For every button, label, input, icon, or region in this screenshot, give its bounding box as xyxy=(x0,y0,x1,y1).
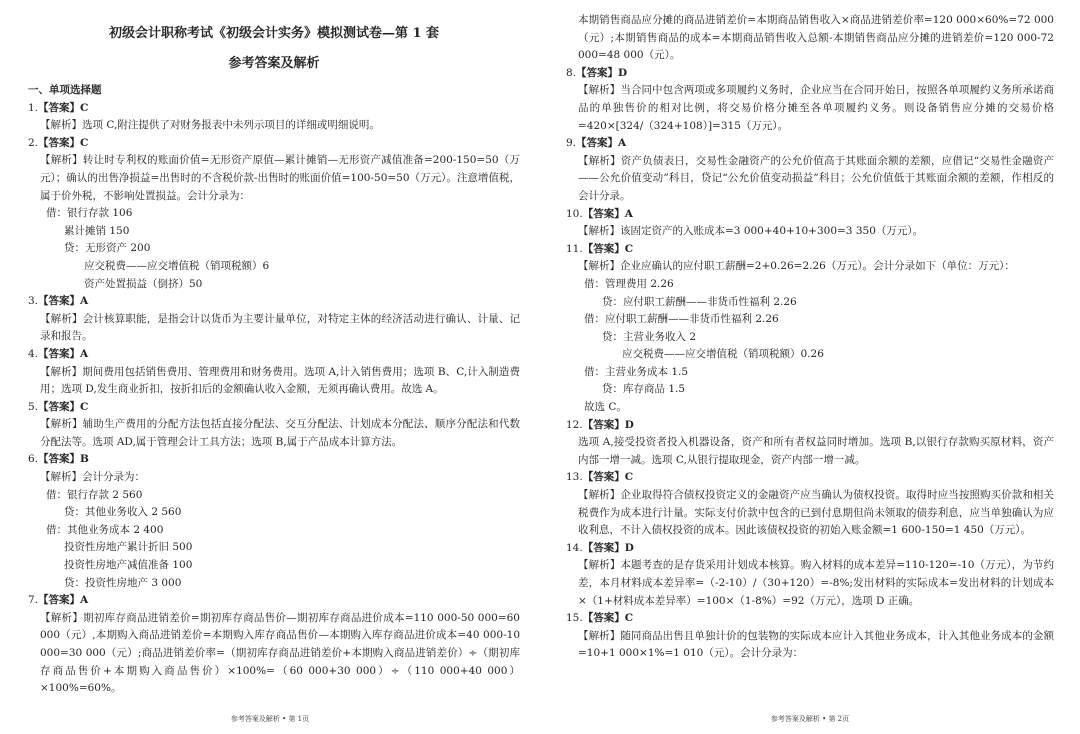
answer-line xyxy=(566,469,1054,487)
page-footer: 参考答案及解析 • 第 1页 xyxy=(230,715,310,723)
answer-key: 【答案】C xyxy=(582,471,634,484)
answer-line xyxy=(28,592,520,610)
explanation-text: 【解析】企业取得符合债权投资定义的金融资产应当确认为债权投资。取得时应当按照购买价款和相关税费作为成本进行计量。实际支付价款中包含的已到付息期但尚未领取的债券利息，应当单独确认为应收利息，不计入债权投资的成本。因此该债权投资的初始入账金额=1 600-150=1 450（万元）。 xyxy=(578,489,1054,537)
question-number: 15. xyxy=(566,612,583,625)
answer-line xyxy=(28,135,520,153)
explanation-text: 【解析】本题考查的是存货采用计划成本核算。购入材料的成本差异=110-120=-10（万元），为节约差，本月材料成本差异率=（-2-10）/（30+120）=-8%;发出材料的实际成本=发出材料的计划成本×（1+材料成本差异率）=100×（1-8%）=92（万元），选项 D 正确。 xyxy=(578,559,1054,607)
question-number: 1. xyxy=(28,101,39,114)
answer-key: 【答案】D xyxy=(582,418,634,431)
answer-line xyxy=(566,417,1054,435)
journal-entry-line: 贷：主营业务收入 2 xyxy=(602,330,697,343)
question-number: 4. xyxy=(28,347,39,360)
journal-entry-line: 投资性房地产累计折旧 500 xyxy=(64,541,193,554)
explanation-text: 【解析】会计核算职能，是指会计以货币为主要计量单位，对特定主体的经济活动进行确认、计量、记录和报告。 xyxy=(40,312,520,343)
journal-entry-line: 借：银行存款 106 xyxy=(46,207,133,220)
answer-key: 【答案】A xyxy=(582,207,633,220)
explanation-text: 【解析】辅助生产费用的分配方法包括直接分配法、交互分配法、计划成本分配法、顺序分配法和代数分配法等。选项 AD,属于管理会计工具方法；选项 B,属于产品成本计算方法。 xyxy=(40,418,520,448)
journal-entry-line: 应交税费——应交增值税（销项税额）6 xyxy=(84,259,270,272)
answer-key: 【答案】A xyxy=(38,594,89,607)
explanation-text: 【解析】转让时专利权的账面价值=无形资产原值—累计摊销—无形资产减值准备=200-150=50（万元）；确认的出售净损益=出售时的不含税价款-出售时的账面价值=100-50=50（万元）。注意增值税，属于价外税，不影响处置损益。会计分录为： xyxy=(40,154,520,202)
journal-entry-line: 贷：其他业务收入 2 560 xyxy=(64,506,182,519)
journal-entry-line: 累计摊销 150 xyxy=(64,224,130,237)
answer-item xyxy=(566,206,1054,241)
explanation-text: 【解析】当合同中包含两项或多项履约义务时，企业应当在合同开始日，按照各单项履约义务所承诺商品的单独售价的相对比例，将交易价格分摊至各单项履约义务。则设备销售应分摊的交易价格=420×[324/（324+108）]=315（万元）。 xyxy=(578,84,1054,132)
question-number: 12. xyxy=(566,418,583,431)
answer-line xyxy=(28,346,520,364)
question-number: 10. xyxy=(566,207,583,220)
document-title: 初级会计职称考试《初级会计实务》模拟测试卷—第 1 套 xyxy=(108,26,440,41)
answer-key: 【答案】C xyxy=(38,101,89,114)
answer-line xyxy=(566,540,1054,558)
document-subtitle: 参考答案及解析 xyxy=(228,56,320,71)
answer-key: 【答案】A xyxy=(576,137,627,150)
answer-line xyxy=(28,399,520,417)
answer-key: 【答案】D xyxy=(576,66,628,79)
journal-entry-line: 故选 C。 xyxy=(584,401,627,414)
answer-item xyxy=(28,100,520,135)
answer-item xyxy=(28,135,520,293)
question-number: 7. xyxy=(28,594,39,607)
journal-entry-line: 资产处置损益（倒挤）50 xyxy=(84,277,203,290)
explanation-text: 【解析】期初库存商品进销差价=期初库存商品售价—期初库存商品进价成本=110 000-50 000=60 000（元）,本期购入商品进销差价=本期购入库存商品售价—本期购入库存商品进价成本=40 000-10 000=30 000（元）;商品进销差价率=（期初库存商品进销差价+本期购入商品进销差价）÷（期初库存商品售价+本期购入商品售价）×100%=（60 000+30 000）÷（110 000+40 000）×100%=60%。 xyxy=(40,611,520,695)
journal-entry-line: 借：应付职工薪酬——非货币性福利 2.26 xyxy=(584,313,779,326)
journal-entry-line: 贷：库存商品 1.5 xyxy=(602,383,686,396)
answer-key: 【答案】D xyxy=(582,541,634,554)
question-number: 2. xyxy=(28,136,39,149)
answer-line xyxy=(566,610,1054,628)
answer-key: 【答案】C xyxy=(582,612,634,625)
answer-line xyxy=(566,206,1054,224)
page-footer: 参考答案及解析 • 第 2页 xyxy=(770,715,850,723)
explanation-text: 【解析】会计分录为： xyxy=(40,471,145,484)
page-2-content xyxy=(566,12,1054,663)
journal-entry-line: 贷：应付职工薪酬——非货币性福利 2.26 xyxy=(602,295,797,308)
answer-item xyxy=(28,451,520,592)
answer-line xyxy=(566,65,1054,83)
answer-line xyxy=(28,293,520,311)
journal-entry-line: 应交税费——应交增值税（销项税额）0.26 xyxy=(622,348,824,361)
answer-list xyxy=(566,65,1054,663)
journal-entry-line: 借：银行存款 2 560 xyxy=(46,488,143,501)
explanation-text: 【解析】随同商品出售且单独计价的包装物的实际成本应计入其他业务成本，计入其他业务成本的金额=10+1 000×1%=1 010（元）。会计分录为： xyxy=(578,629,1054,660)
question-number: 5. xyxy=(28,400,39,413)
explanation-text: 【解析】选项 C,附注提供了对财务报表中未列示项目的详细或明细说明。 xyxy=(40,119,380,132)
journal-entry-line: 投资性房地产减值准备 100 xyxy=(64,559,193,572)
question-number: 9. xyxy=(566,137,577,150)
answer-item xyxy=(566,241,1054,417)
question-number: 11. xyxy=(566,242,583,255)
explanation-text: 【解析】资产负债表日，交易性金融资产的公允价值高于其账面余额的差额，应借记“交易性金融资产——公允价值变动”科目，贷记“公允价值变动损益”科目；公允价值低于其账面余额的差额，作相反的会计分录。 xyxy=(578,154,1054,202)
question-number: 14. xyxy=(566,541,583,554)
answer-item xyxy=(566,135,1054,205)
question-number: 13. xyxy=(566,471,583,484)
answer-line xyxy=(566,135,1054,153)
answer-item xyxy=(28,346,520,399)
explanation-text: 【解析】期间费用包括销售费用、管理费用和财务费用。选项 A,计入销售费用；选项 B、C,计入制造费用；选项 D,发生商业折扣，按折扣后的金额确认收入金额，无须再确认费用。故选 A。 xyxy=(40,365,520,396)
page-1-content xyxy=(28,82,520,698)
continued-text: 本期销售商品应分摊的商品进销差价=本期商品销售收入×商品进销差价率=120 000×60%=72 000（元）;本期销售商品的成本=本期商品销售收入总额-本期销售商品应分摊的进销差价=120 000-72 000=48 000（元）。 xyxy=(578,14,1054,62)
answer-line xyxy=(566,241,1054,259)
answer-line xyxy=(28,451,520,469)
answer-item xyxy=(28,592,520,698)
question-number: 8. xyxy=(566,66,577,79)
journal-entry-line: 贷：投资性房地产 3 000 xyxy=(64,576,182,589)
answer-line xyxy=(28,100,520,118)
answer-item xyxy=(566,65,1054,135)
answer-list xyxy=(28,100,520,698)
answer-key: 【答案】C xyxy=(582,242,634,255)
answer-key: 【答案】C xyxy=(38,400,89,413)
journal-entry-line: 借：主营业务成本 1.5 xyxy=(584,365,689,378)
answer-item xyxy=(566,540,1054,610)
answer-key: 【答案】B xyxy=(38,453,89,466)
answer-key: 【答案】A xyxy=(38,347,89,360)
section-heading: 一、单项选择题 xyxy=(28,84,102,96)
explanation-text: 【解析】企业应确认的应付职工薪酬=2+0.26=2.26（万元）。会计分录如下（单位：万元）： xyxy=(578,260,1015,273)
answer-key: 【答案】C xyxy=(38,136,89,149)
answer-item xyxy=(566,417,1054,470)
answer-item xyxy=(566,610,1054,663)
journal-entry-line: 借：其他业务成本 2 400 xyxy=(46,523,164,536)
question-number: 6. xyxy=(28,453,39,466)
journal-entry-line: 借：管理费用 2.26 xyxy=(584,277,674,290)
explanation-text: 【解析】该固定资产的入账成本=3 000+40+10+300=3 350（万元）。 xyxy=(578,225,924,238)
journal-entry-line: 贷：无形资产 200 xyxy=(64,242,151,255)
page-2 xyxy=(540,0,1080,734)
answer-key: 【答案】A xyxy=(38,295,89,308)
answer-item xyxy=(28,293,520,346)
question-number: 3. xyxy=(28,295,39,308)
answer-item xyxy=(28,399,520,452)
explanation-text: 选项 A,接受投资者投入机器设备，资产和所有者权益同时增加。选项 B,以银行存款购买原材料，资产内部一增一减。选项 C,从银行提取现金，资产内部一增一减。 xyxy=(578,436,1054,466)
answer-item xyxy=(566,469,1054,539)
